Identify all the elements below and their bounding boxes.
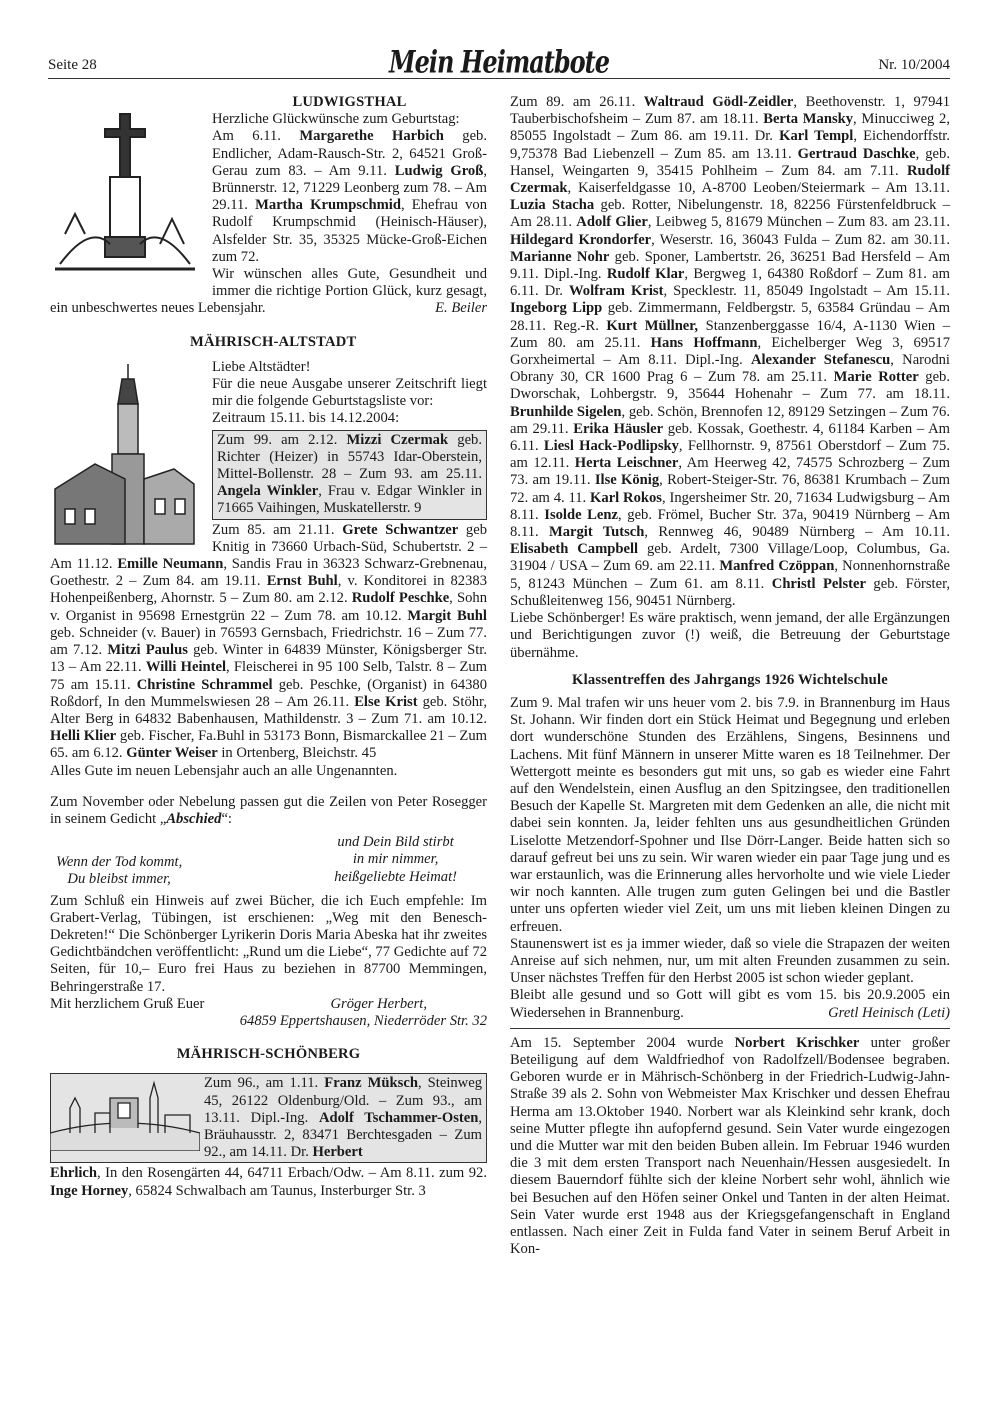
text-segment: , Kaiserfeldgasse 10, A-8700 Leoben/Steiermark – Am 13.11. bbox=[567, 180, 950, 197]
text-segment: , Weserstr. 16, 36043 Fulda – Zum 82. am 30.11. bbox=[651, 231, 950, 248]
person-name: Elisabeth Campbell bbox=[510, 541, 639, 558]
page-number: Seite 28 bbox=[48, 57, 97, 73]
poem-line: Du bleibst immer, bbox=[67, 871, 171, 888]
person-name: Martha Krumpschmid bbox=[255, 197, 401, 214]
person-name: Manfred Czöppan bbox=[719, 558, 835, 575]
poem bbox=[50, 834, 487, 888]
text-segment: , Am Heerweg 42, 74575 Schrozberg – Zum 73. am 19.11. bbox=[510, 455, 950, 489]
person-name: Norbert Krischker bbox=[734, 1034, 860, 1051]
text-segment: geb. Fischer, Fa.Buhl in 53173 Bonn, Bismarckallee 21 – Zum 65. am 6.12. bbox=[50, 728, 487, 762]
period: Zeitraum 15.11. bis 14.12.2004: bbox=[212, 410, 400, 427]
person-name: Adolf Glier bbox=[576, 214, 648, 231]
person-name: Waltraud Gödl-Zeidler bbox=[643, 94, 794, 110]
text-segment: , geb. Frömel, Bucher Str. 37a, 90419 Nürnberg – Am 8.11. bbox=[510, 506, 950, 541]
birthday-list bbox=[50, 522, 487, 763]
person-name: Ilse König bbox=[594, 472, 660, 489]
person-name: Mizzi Czermak bbox=[346, 431, 449, 448]
text-segment: , Beethovenstr. 1, 97941 Tauberbischofsheim – Zum 87. am 18.11. bbox=[510, 94, 950, 128]
text-segment: , Sandis Frau in 36323 Schwarz-Grebnenau, Goethestr. 2 – Zum 84. am 19.11. bbox=[50, 556, 488, 590]
text-segment: geb. Winter in 64839 Münster, Königsberger Str. 13 – Am 22.11. bbox=[50, 642, 487, 676]
section-title-schoenberg: MÄHRISCH-SCHÖNBERG bbox=[176, 1046, 361, 1063]
text-segment: geb. Kossak, Goethestr. 4, 61184 Karben – Am 6.11. bbox=[510, 420, 950, 455]
person-name: Mitzi Paulus bbox=[107, 642, 188, 659]
person-name: Grete Schwantzer bbox=[342, 521, 459, 538]
person-name: Hildegard Krondorfer bbox=[510, 231, 652, 248]
poem-line: Wenn der Tod kommt, bbox=[56, 854, 183, 871]
text-segment: in Ortenberg, Bleichstr. 45 bbox=[217, 745, 377, 762]
paragraph: Herzliche Glückwünsche zum Geburtstag: bbox=[212, 111, 460, 128]
person-name: Alexander Stefanescu bbox=[750, 352, 891, 369]
closing bbox=[50, 996, 487, 1013]
text-segment: , geb. Hansel, Weingarten 9, 35415 Pohlheim – Zum 84. am 7.11. bbox=[510, 145, 950, 179]
text-segment: , Eichendorffstr. 9,75378 Bad Liebenzell – Zum 85. am 13.11. bbox=[510, 128, 951, 162]
person-name: Wolfram Krist bbox=[569, 283, 664, 300]
person-name: Franz Müksch bbox=[324, 1075, 418, 1092]
text-segment: , Rennweg 46, 90489 Nürnberg – Am 10.11. bbox=[644, 524, 950, 541]
text-segment: , Leibweg 5, 81679 München – Zum 83. am 23.11. bbox=[647, 214, 950, 231]
person-name: Erika Häusler bbox=[573, 420, 664, 437]
text-segment: geb. Sponer, Lambertstr. 26, 36251 Bad Hersfeld – Am 9.11. Dipl.-Ing. bbox=[510, 248, 950, 283]
text-segment: , Frau v. Edgar Winkler in 71665 Vaihingen, Muskatellerstr. 9 bbox=[217, 483, 482, 517]
text-segment: , 65824 Schwalbach am Taunus, Insterburger Str. 3 bbox=[128, 1182, 426, 1199]
poem-title: Abschied bbox=[166, 810, 222, 827]
person-name: Rudolf Peschke bbox=[351, 590, 450, 607]
text-segment: , In den Rosengärten 44, 64711 Erbach/Odw. – Am 8.11. zum 92. bbox=[97, 1165, 487, 1182]
person-name: Ingeborg Lipp bbox=[510, 300, 603, 317]
paragraph: Staunenswert ist es ja immer wieder, daß so viele die Strapazen der weiten Anreise auf sich nehmen, nur, um mit alten Freunden zusammen zu sein. Unser nächstes Treffen für den Herbst 2005 ist schon wieder geplant. bbox=[510, 935, 950, 987]
person-name: Gertraud Daschke bbox=[797, 145, 916, 162]
text-segment: , Eichelberger Weg 3, 69517 Gorxheimertal – Am 8.11. Dipl.-Ing. bbox=[510, 334, 951, 369]
left-column bbox=[50, 94, 487, 1200]
text-segment: , Bergweg 1, 64380 Roßdorf – Zum 81. am 6.11. Dr. bbox=[510, 266, 951, 300]
text-segment: , Sohn v. Organist in 95698 Ernestgrün 22 – Zum 78. am 10.12. bbox=[50, 590, 487, 624]
text-segment: , Robert-Steiger-Str. 76, 86381 Krumbach – Zum 72. am 4. 11. bbox=[510, 472, 950, 506]
person-name: Christine Schrammel bbox=[136, 676, 273, 693]
greeting: Mit herzlichem Gruß Euer bbox=[50, 995, 205, 1012]
text-segment: , Nonnenhornstraße 5, 81243 München – Zum 61. am 8.11. bbox=[510, 558, 950, 592]
text-segment: geb. Ardelt, 7300 Village/Loop, Columbus, Ga. 31904 / USA – Zum 69. am 22.11. bbox=[510, 541, 950, 575]
poem-line: in mir nimmer, bbox=[352, 851, 439, 868]
paragraph: Für die neue Ausgabe unserer Zeitschrift liegt mir die folgende Geburtstagsliste vor: bbox=[212, 376, 487, 410]
birthday-list bbox=[50, 1165, 487, 1199]
person-name: Kurt Müllner, bbox=[606, 317, 699, 334]
text-segment: geb. Stöhr, Alter Berg in 64832 Babenhausen, Mathildenstr. 3 – Zum 71. am 10.12. bbox=[50, 693, 487, 727]
person-name: Ludwig Groß bbox=[394, 162, 484, 179]
text-segment: , Steinweg 45, 26122 Oldenburg/Old. – Zum 93., am 13.11. Dipl.-Ing. bbox=[204, 1075, 482, 1126]
person-name: Angela Winkler bbox=[217, 483, 319, 500]
text-segment: geb. Endlicher, Adam-Rausch-Str. 2, 64521 Groß-Gerau zum 83. – Am 9.11. bbox=[212, 128, 487, 179]
person-name: Luzia Stacha bbox=[510, 197, 595, 214]
divider bbox=[510, 1028, 950, 1029]
person-name: Inge Horney bbox=[50, 1182, 129, 1199]
text-segment: , Specklestr. 11, 85049 Ingolstadt – Am 15.11. bbox=[663, 283, 951, 300]
text-segment: , Bräuhausstr. 2, 83471 Berchtesgaden – Zum 92., am 14.11. Dr. bbox=[204, 1109, 482, 1161]
article-title-klassentreffen: Klassentreffen des Jahrgangs 1926 Wichtelschule bbox=[572, 671, 888, 688]
text-segment: , Fellhornstr. 9, 87561 Oberstdorf – Zum 75. am 12.11. bbox=[510, 438, 950, 472]
text-segment: , Brünnerstr. 12, 71229 Leonberg zum 78. – Am 29.11. bbox=[212, 162, 488, 214]
town-skyline-illustration bbox=[50, 1073, 200, 1151]
section-title-altstadt: MÄHRISCH-ALTSTADT bbox=[190, 333, 357, 350]
person-name: Margit Tutsch bbox=[548, 524, 645, 541]
poem-line: und Dein Bild stirbt bbox=[337, 834, 454, 851]
church-illustration bbox=[50, 359, 200, 549]
text-segment: , Narodni Obrany 30, CR 1600 Prag 6 – Zum 78. am 25.11. bbox=[510, 352, 950, 386]
person-name: Adolf Tschammer-Osten bbox=[318, 1109, 479, 1126]
text-segment: geb. Zimmermann, Feldbergstr. 5, 63584 Gründau – Am 28.11. Reg.-R. bbox=[510, 300, 950, 334]
person-name: Brunhilde Sigelen bbox=[510, 403, 622, 420]
text-segment: “: bbox=[221, 810, 232, 827]
text-segment: Zum 99. am 2.12. bbox=[217, 431, 347, 448]
text-segment: , Ingersheimer Str. 20, 71634 Ludwigsburg – Am 8.11. bbox=[510, 489, 950, 523]
farewell: Bleibt alle gesund und so Gott will gibt es vom 15. bis 20.9.2005 ein Wiedersehen in Brannenburg. bbox=[510, 987, 950, 1021]
page-header bbox=[48, 40, 950, 79]
text-segment: , Minucciweg 2, 85055 Ingolstadt – Zum 86. am 19.11. Dr. bbox=[510, 111, 950, 145]
person-name: Christl Pelster bbox=[771, 575, 866, 592]
person-name: Marianne Nohr bbox=[510, 248, 610, 265]
signature: Gröger Herbert, bbox=[330, 995, 427, 1012]
person-name: Hans Hoffmann bbox=[650, 334, 758, 351]
person-name: Rudolf Czermak bbox=[510, 162, 950, 197]
obituary bbox=[510, 1035, 950, 1259]
wish-text: Alles Gute im neuen Lebensjahr auch an alle Ungenannten. bbox=[50, 762, 398, 779]
person-name: Günter Weiser bbox=[126, 745, 218, 762]
person-name: Ehrlich bbox=[50, 1165, 98, 1182]
text-segment: geb. Richter (Heizer) in 55743 Idar-Oberstein, Mittel-Bollenstr. 28 – Zum 93. am 25.11. bbox=[217, 431, 482, 483]
person-name: Karl Templ bbox=[779, 128, 854, 145]
person-name: Isolde Lenz bbox=[544, 506, 618, 523]
masthead-logo: Mein Heimatbote bbox=[389, 42, 609, 81]
book-recommendation: Zum Schluß ein Hinweis auf zwei Bücher, die ich Euch empfehle: Im Grabert-Verlag, Tübingen, ist erschienen: „Weg mit den Benesch-Dekreten!“ Die Schönberger Lyrikerin Doris Maria Abeska hat ihr zweites Gedichtbändchen veröffentlicht: „Rund um die Liebe“, 77 Gedichte auf 72 Seiten, für 10,– Euro frei Haus zu beziehen in 87700 Memmingen, Behringerstraße 17. bbox=[50, 892, 487, 995]
text-segment: geb. Peschke, (Organist) in 64380 Roßdorf, In den Mummelswiesen 28 – Am 26.11. bbox=[50, 676, 488, 710]
cross-monument-illustration bbox=[50, 94, 200, 284]
person-name: Marie Rotter bbox=[833, 369, 919, 386]
text-segment: Stanzenberggasse 16/4, A-1130 Wien – Zum 80. am 25.11. bbox=[510, 317, 950, 351]
text-segment: geb. Rotter, Nibelungenstr. 18, 82256 Fürstenfeldbruck – Am 28.11. bbox=[510, 197, 951, 231]
text-segment: Zum 89. am 26.11. bbox=[510, 94, 644, 110]
signature: E. Beiler bbox=[435, 300, 487, 317]
person-name: Emille Neumann bbox=[117, 556, 224, 573]
person-name: Ernst Buhl bbox=[266, 573, 338, 590]
person-name: Karl Rokos bbox=[590, 489, 662, 506]
person-name: Margarethe Harbich bbox=[299, 128, 444, 145]
birthday-list bbox=[510, 94, 950, 610]
right-column bbox=[510, 94, 950, 1258]
text-segment: Zum November oder Nebelung passen gut die Zeilen von Peter Rosegger in seinem Gedicht „ bbox=[50, 793, 487, 827]
paragraph: Zum 9. Mal trafen wir uns heuer vom 2. bis 7.9. in Brannenburg im Haus St. Johann. Wir finden dort ein Stück Heimat und Begegnung und erleben dort wunderschöne Stunden des Erzählens, Singens, Besinnens und Lachens. Mit fünf Männern in unserer Mitte waren es 18 Teilnehmer. Der Wettergott meinte es besonders gut mit uns, so gab es wieder eine Fahrt auf den Wendelstein, einen Ausflug an den Spitzingsee, den traditionellen Besuch der Kapelle St. Margreten mit dem Gedenken an alle, die nicht mit dabei sein konnten. Ja, leider fehlten uns aus gesundheitlichen Gründen Liselotte Metzendorf-Spohner und Ilse Dörr-Langer. Beide hatten sich so darauf gefreut bei uns zu sein. Wir waren wieder ein paar Tage jung und es war erstaunlich, was die Erinnerung alles hervorholte und wie viele Lieder wir noch kannten. Alle trugen zum guten Gelingen bei und die Bastler unter uns opferten wieder viel Zeit, um uns mit lieben kleinen Dingen zu erfreuen. bbox=[510, 694, 950, 935]
highlight-box bbox=[212, 430, 487, 520]
text-segment: Zum 85. am 21.11. bbox=[212, 521, 343, 538]
person-name: Berta Mansky bbox=[763, 111, 854, 128]
author-address: 64859 Eppertshausen, Niederröder Str. 32 bbox=[239, 1012, 487, 1029]
person-name: Margit Buhl bbox=[407, 607, 487, 624]
text-segment: geb. Dworschak, Lohbergstr. 9, 35644 Hohenahr – Zum 77. am 18.11. bbox=[510, 369, 950, 403]
section-title-ludwigsthal: LUDWIGSTHAL bbox=[292, 94, 407, 110]
text-segment: Am 15. September 2004 wurde bbox=[510, 1034, 735, 1051]
person-name: Liesl Hack-Podlipsky bbox=[543, 438, 679, 455]
text-segment: Zum 96., am 1.11. bbox=[204, 1075, 325, 1092]
poem-line: heißgeliebte Heimat! bbox=[334, 868, 457, 885]
text-segment: , geb. Schön, Brennofen 12, 89129 Setzingen – Zum 76. am 29.11. bbox=[510, 403, 950, 437]
wish-text: Wir wünschen alles Gute, Gesundheit und immer die richtige Portion Glück, kurz gesagt, ein unbeschwertes neues Lebensjahr. bbox=[50, 266, 487, 317]
text-segment: geb. Förster, Schußleitenweg 156, 90451 Nürnberg. bbox=[510, 575, 951, 609]
text-segment: , Fleischerei in 95 100 Selb, Talstr. 8 – Zum 75 am 15.11. bbox=[50, 659, 488, 693]
signature: Gretl Heinisch (Leti) bbox=[828, 1004, 950, 1021]
text-segment: geb. Schneider (v. Bauer) in 76593 Gernsbach, Friedrichstr. 16 – Zum 77. am 7.12. bbox=[50, 624, 487, 659]
poem-intro bbox=[50, 794, 487, 828]
person-name: Willi Heintel bbox=[145, 659, 227, 676]
text-segment: unter großer Beteiligung auf dem Waldfriedhof von Radolfzell/Bodensee begraben. Geboren wurde er in Mährisch-Schönberg in der Friedrich-Ludwig-Jahn-Straße 39 als 2. Sohn von Webmeister Max Krischker und dessen Ehefrau Herma am 13.Oktober 1940. Norbert war als Kleinkind sehr krank, doch seine Mutter pflegte ihn aufopfernd gesund. Sein Vater wurde eingezogen und die Mutter war mit den beiden Buben allein. Im Februar 1946 wurden die 3 mit dem ersten Transport nach Neuenhain/Hessen ausgesiedelt. In diesem Bauerndorf fühlte sich der kleine Norbert sehr wohl, ähnlich wie bei Besuchen auf den Höfen seiner Onkel und Tanten in der alten Heimat. Sein Vater wurde erst 1948 aus der Kriegsgefangenschaft in England entlassen. Nach einer Zeit in Fulda fand Vater in seinem Beruf Arbeit in Kon- bbox=[510, 1034, 951, 1258]
person-name: Else Krist bbox=[354, 693, 418, 710]
person-name: Rudolf Klar bbox=[606, 266, 685, 283]
text-segment: Am 6.11. bbox=[212, 128, 300, 145]
person-name: Helli Klier bbox=[50, 728, 117, 745]
text-segment: , Ehefrau von Rudolf Krumpschmid (Heinisch-Häuser), Alsfelder Str. 35, 35325 Mücke-Groß-Eichen zum 72. bbox=[212, 197, 487, 265]
salutation: Liebe Altstädter! bbox=[212, 358, 311, 375]
issue-number: Nr. 10/2004 bbox=[878, 57, 950, 73]
person-name: Herta Leischner bbox=[574, 455, 679, 472]
text-segment: geb Knitig in 73660 Urbach-Süd, Schubertstr. 2 – Am 11.12. bbox=[50, 521, 488, 573]
appeal: Liebe Schönberger! Es wäre praktisch, wenn jemand, der alle Ergänzungen und Berichtigungen zuvor (!) weiß, die Betreuung der Geburtstage übernähme. bbox=[510, 610, 950, 661]
paragraph bbox=[510, 987, 950, 1021]
text-segment: , v. Konditorei in 82383 Hohenpeißenberg, Ahornstr. 5 – Zum 80. am 2.12. bbox=[50, 573, 487, 607]
person-name: Herbert bbox=[312, 1144, 363, 1161]
